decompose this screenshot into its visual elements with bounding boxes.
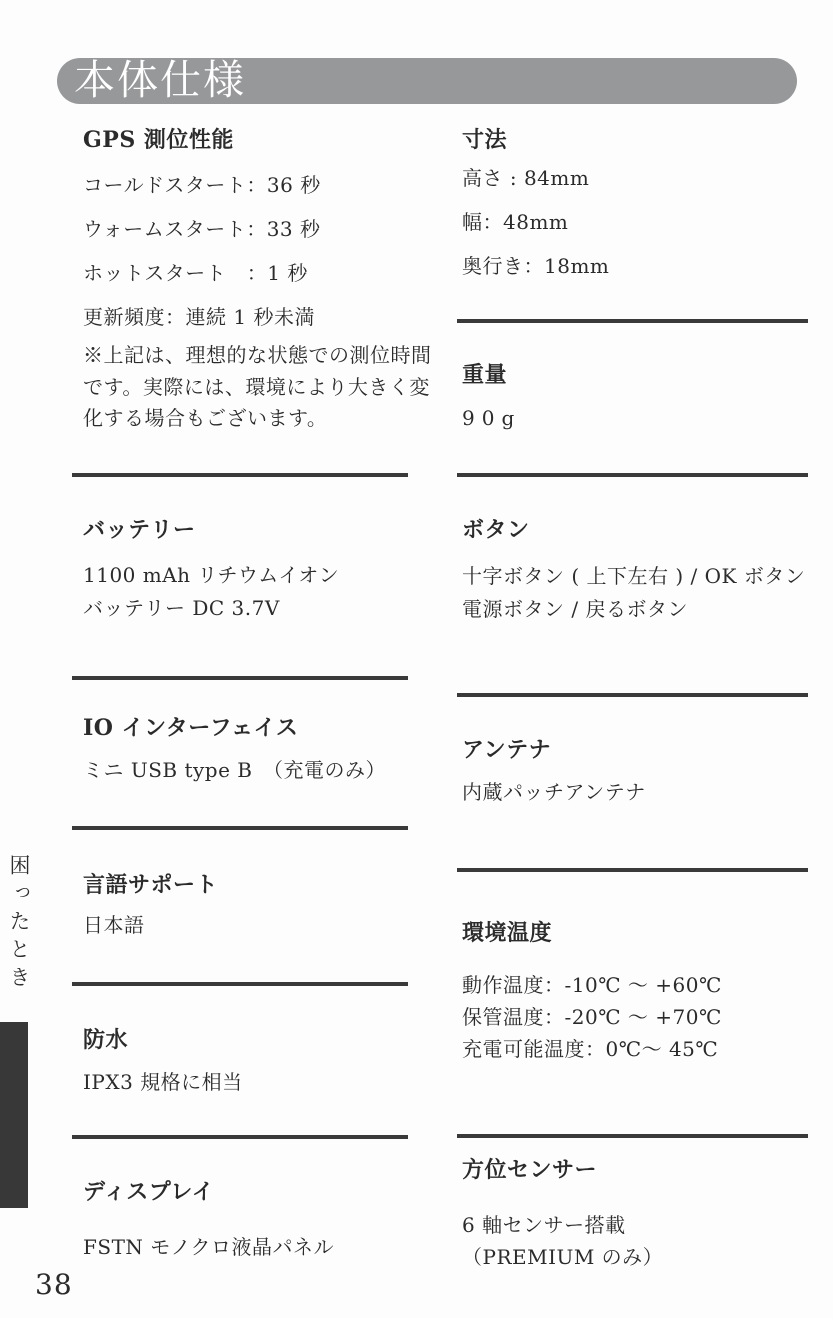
spec-line: ウォームスタート：33 秒 <box>83 217 321 241</box>
spec-line: 更新頻度：連続 1 秒未満 <box>83 305 315 329</box>
divider <box>72 676 408 680</box>
spec-line: ミニ USB type B （充電のみ） <box>83 758 386 782</box>
spec-heading: 言語サポート <box>83 872 219 898</box>
spec-line: 充電可能温度：0℃～ 45℃ <box>462 1037 719 1061</box>
spec-heading: 重量 <box>462 362 508 388</box>
spec-line: （PREMIUM のみ） <box>462 1245 664 1269</box>
spec-section-compass <box>462 1156 814 1273</box>
spec-section-weight <box>462 361 814 431</box>
spec-line: 6 軸センサー搭載 <box>462 1213 626 1237</box>
spec-line: 十字ボタン ( 上下左右 ) / OK ボタン <box>462 564 806 588</box>
sidebar-chapter-tab <box>0 1022 28 1208</box>
section-title-banner <box>57 58 797 104</box>
page-number: 38 <box>35 1268 73 1301</box>
spec-heading: ディスプレイ <box>83 1179 215 1205</box>
spec-section-antenna <box>462 736 814 805</box>
page-title: 本体仕様 <box>74 56 246 104</box>
spec-section-waterproof <box>83 1026 435 1095</box>
spec-note: ※上記は、理想的な状態での測位時間です。実際には、環境により大きく変化する場合もございます。 <box>83 343 432 430</box>
spec-section-language <box>83 871 435 938</box>
spec-heading: ボタン <box>462 517 530 543</box>
divider <box>457 319 808 323</box>
spec-section-io <box>83 714 435 783</box>
spec-line: 電源ボタン / 戻るボタン <box>462 597 688 621</box>
spec-line: 高さ : 84mm <box>462 166 590 190</box>
spec-line: コールドスタート：36 秒 <box>83 173 321 197</box>
divider <box>72 982 408 986</box>
spec-heading: GPS 測位性能 <box>83 127 234 153</box>
spec-line: バッテリー DC 3.7V <box>83 596 280 620</box>
spec-line: IPX3 規格に相当 <box>83 1070 243 1094</box>
spec-heading: 方位センサー <box>462 1157 598 1183</box>
spec-line: 奥行き：18mm <box>462 254 610 278</box>
spec-line: FSTN モノクロ液晶パネル <box>83 1235 334 1259</box>
divider <box>457 868 808 872</box>
spec-heading: 防水 <box>83 1027 129 1053</box>
divider <box>457 1134 808 1138</box>
divider <box>72 826 408 830</box>
sidebar-chapter-label: 困ったとき <box>7 854 31 994</box>
divider <box>72 1135 408 1139</box>
spec-section-temperature <box>462 919 814 1065</box>
divider <box>457 473 808 477</box>
spec-section-display <box>83 1178 435 1260</box>
spec-heading: アンテナ <box>462 737 552 763</box>
spec-line: ホットスタート ：1 秒 <box>83 261 308 285</box>
spec-section-gps <box>83 126 435 435</box>
spec-heading: 環境温度 <box>462 920 553 946</box>
spec-heading: バッテリー <box>83 517 196 543</box>
spec-line: 日本語 <box>83 913 145 937</box>
divider <box>72 473 408 477</box>
spec-line: 幅：48mm <box>462 210 569 234</box>
spec-line: 内蔵パッチアンテナ <box>462 780 646 804</box>
spec-section-battery <box>83 516 435 625</box>
spec-section-buttons <box>462 516 814 626</box>
spec-line: 保管温度：-20℃ ～ +70℃ <box>462 1005 722 1029</box>
spec-heading: IO インターフェイス <box>83 715 299 741</box>
spec-line: 動作温度：-10℃ ～ +60℃ <box>462 973 722 997</box>
spec-heading: 寸法 <box>462 127 508 153</box>
divider <box>457 693 808 697</box>
spec-section-dimensions <box>462 126 814 279</box>
spec-line: 1100 mAh リチウムイオン <box>83 563 340 587</box>
spec-line: 90g <box>462 406 522 430</box>
